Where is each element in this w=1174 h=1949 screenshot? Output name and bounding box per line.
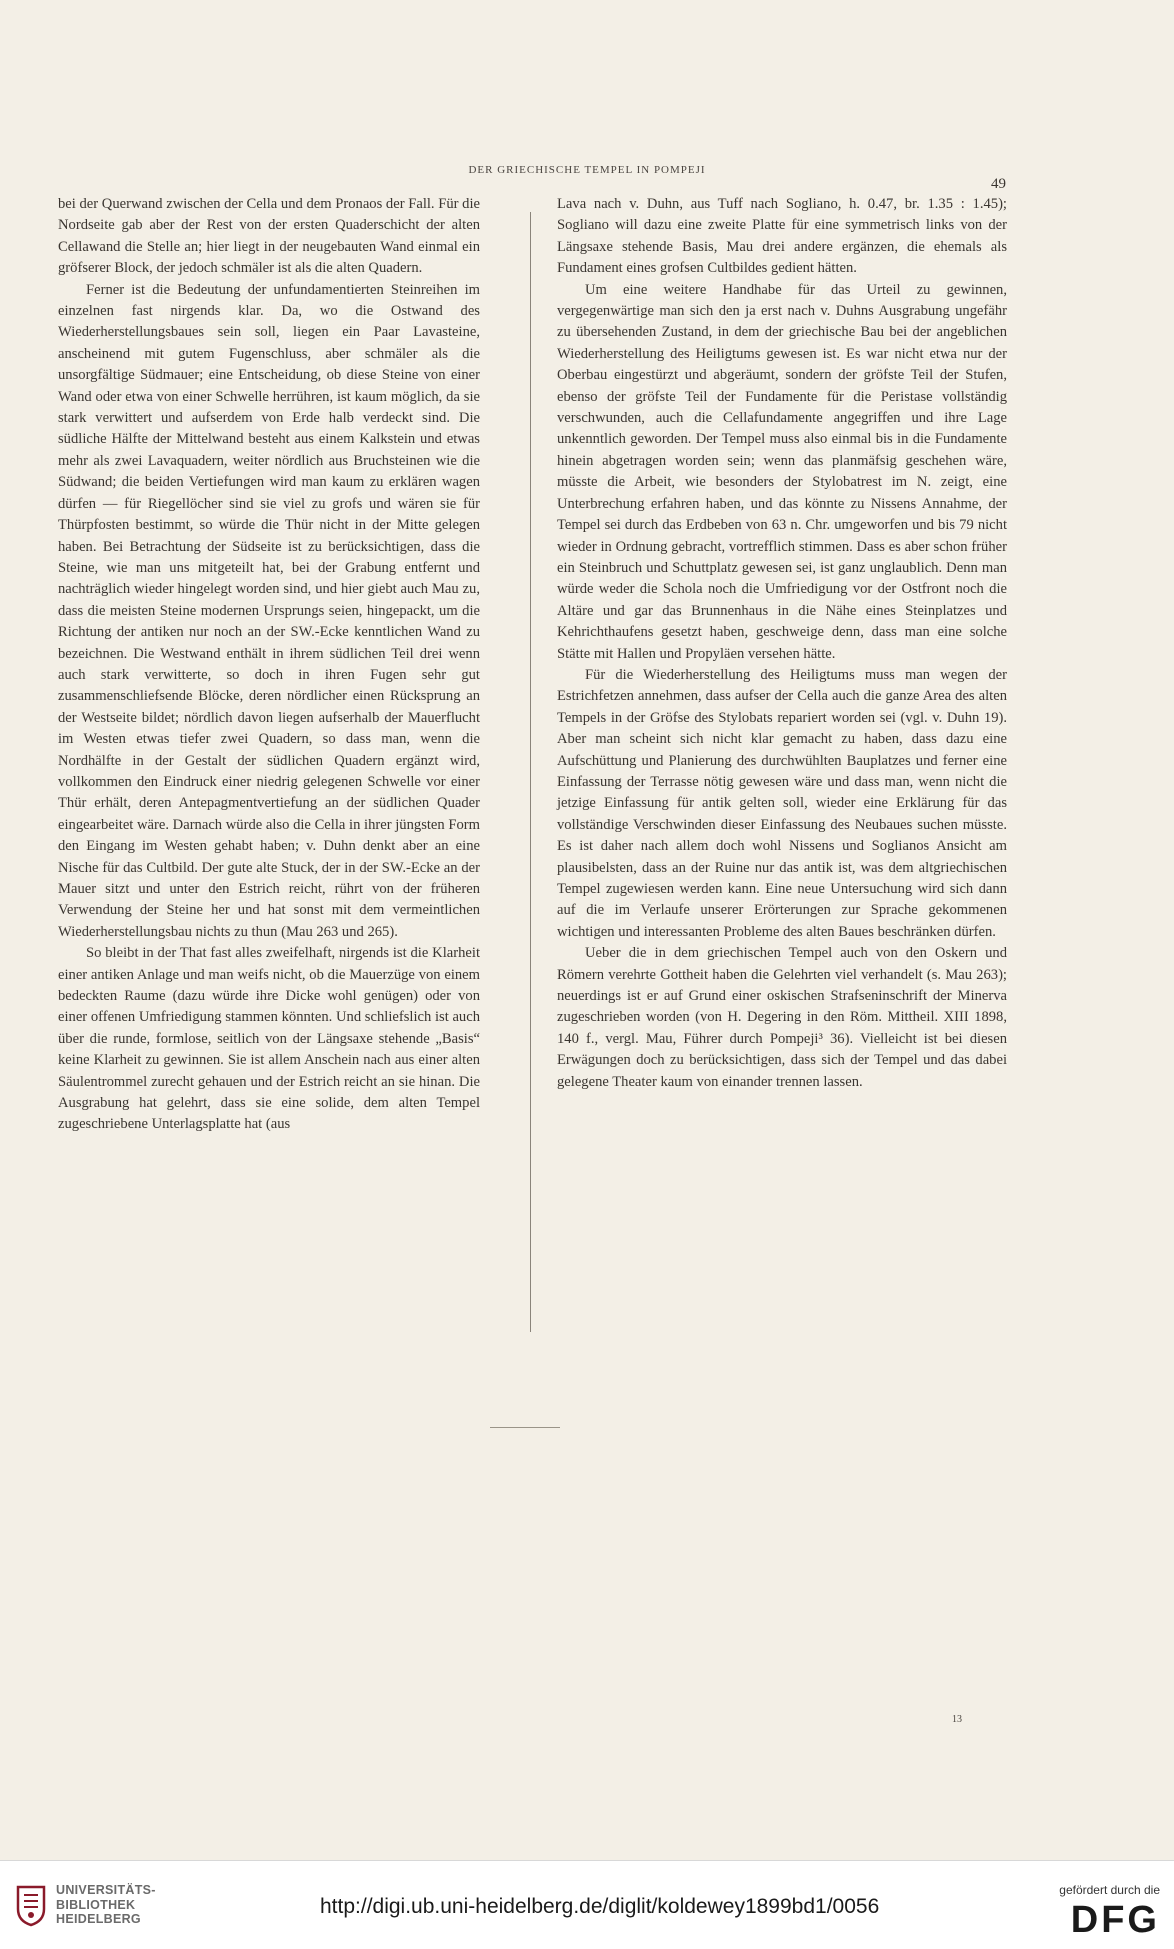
running-title: DER GRIECHISCHE TEMPEL IN POMPEJI (468, 164, 706, 176)
right-paragraph: Lava nach v. Duhn, aus Tuff nach Sogliano, h. 0.47, br. 1.35 : 1.45); Sogliano will dazu eine zweite Platte für eine symmetrisch links von der Längsaxe stehende Basis, Mau drei andere ergänzen, die ehemals als Fundament eines grofsen Cultbildes gedient hätten. (557, 196, 1007, 277)
page-number: 49 (991, 176, 1006, 192)
left-paragraph: So bleibt in der That fast alles zweifelhaft, nirgends ist die Klarheit einer antiken Anlage und man weifs nicht, ob die Mauerzüge von einem bedeckten Raume (dazu würde ihre Dicke wohl genügen) oder von einer offenen Umfriedigung stammen könnten. Und schliefslich ist auch über die runde, formlose, seitlich von der Längsaxe stehende „Basis“ keine Klarheit zu gewinnen. Sie ist allem Anschein nach aus einer alten Säulentrommel zurecht gehauen und der Estrich reicht an sie hinan. Die Ausgrabung hat gelehrt, dass sie eine solide, dem alten Tempel zugeschriebene Unterlagsplatte hat (aus (58, 945, 480, 1133)
funded-by-label: gefördert durch die (1059, 1883, 1160, 1897)
right-paragraph: Ueber die in dem griechischen Tempel auch von den Oskern und Römern verehrte Gottheit haben die Gelehrten viel verhandelt (s. Mau 263); neuerdings ist er auf Grund einer oskischen Strafseninschrift der Minerva zugeschrieben worden (von H. Degering in den Röm. Mittheil. XIII 1898, 140 f., vergl. Mau, Führer durch Pompeji³ 36). Vielleicht ist bei diesen Erwägungen doch zu berücksichtigen, dass sich der Tempel und das dabei gelegene Theater kaum von einander trennen lassen. (557, 945, 1007, 1090)
permalink-url[interactable]: http://digi.ub.uni-heidelberg.de/diglit/koldewey1899bd1/0056 (320, 1895, 880, 1918)
column-divider (530, 212, 531, 1332)
funding-credit (1010, 1883, 1160, 1939)
library-name-line: HEIDELBERG (56, 1912, 141, 1926)
library-logo-icon[interactable] (14, 1883, 48, 1927)
left-paragraph: Ferner ist die Bedeutung der unfundamentierten Steinreihen im einzelnen fast nirgends klar. Da, wo die Ostwand des Wiederherstellungsbaues sein soll, liegen ein Paar Lavasteine, anscheinend mit gutem Fugenschluss, aber schmäler als die unsorgfältige Südmauer; eine Entscheidung, ob diese Steine von einer Wand oder etwa von einer Schwelle herrühren, ist kaum möglich, da sie stark verwittert und aufserdem von Erde halb verdeckt sind. Die südliche Hälfte der Mittelwand besteht aus einem Kalkstein und etwas mehr als zwei Lavaquadern, weiter nördlich aus Bruchsteinen wie die Südwand; die beiden Vertiefungen wird man kaum zu erklären wagen dürfen — für Riegellöcher sind sie viel zu grofs und wären sie für Thürpfosten bestimmt, so würde die Thür nicht in der Mitte gelegen haben. Bei Betrachtung der Südseite ist zu berücksichtigen, dass die Steine, wie man uns mitgeteilt hat, bei der Grabung entfernt und nachträglich wieder hingelegt worden sind, und hier giebt auch Mau zu, dass die meisten Steine modernen Ursprungs seien, hingepackt, um die Richtung der antiken nur noch an der SW.-Ecke kenntlichen Wand zu bezeichnen. Die Westwand enthält in ihrem südlichen Teil drei wenn auch stark verwitterte, so doch in ihren Fugen sehr gut zusammenschliefsende Blöcke, deren nördlicher einen Rücksprung an der Westseite bildet; nördlich davon liegen aufserhalb der Mauerflucht im Westen etwas tiefer zwei Quadern, so dass man, wenn die Nordhälfte in der Gestalt der südlichen Quadern ergänzt wird, vollkommen den Eindruck einer niedrig gelegenen Schwelle vor einer Thür erhält, deren Antepagmentvertiefung an der südlichen Quader eingearbeitet wäre. Darnach würde also die Cella in ihrer jüngsten Form den Eingang im Westen gehabt haben; v. Duhn denkt aber an eine Nische für das Cultbild. Der gute alte Stuck, der in der SW.-Ecke an der Mauer sitzt und unter den Estrich reicht, rührt von der früheren Verwendung der Steine her und hat sonst mit dem vermeintlichen Wiederherstellungsbau nichts zu thun (Mau 263 und 265). (58, 281, 480, 940)
right-column (557, 194, 1007, 1093)
right-paragraph: Um eine weitere Handhabe für das Urteil zu gewinnen, vergegenwärtige man sich den ja erst nach v. Duhns Ausgrabung ungefähr zu übersehenden Zustand, in dem der griechische Bau bei der angeblichen Wiederherstellung des Heiligtums gewesen ist. Es war nicht etwa nur der Oberbau eingestürzt und abgeräumt, sondern der gröfste Teil der Stufen, ebenso der gröfste Teil der Fundamente für die Peristase vollständig verschwunden, auch die Cellafundamente angegriffen und ihre Lage unkenntlich geworden. Der Tempel muss also einmal bis in die Fundamente hinein abgetragen worden sein; wenn das planmäfsig geschehen wäre, müsste die Arbeit, wie besonders der Stylobatrest im N. zeigt, eine Unterbrechung erfahren haben, und das könnte zu Nissens Annahme, der Tempel sei durch das Erdbeben von 63 n. Chr. umgeworfen und bis 79 nicht wieder in Ordnung gebracht, vortrefflich stimmen. Dass es aber schon früher ein Steinbruch und Schuttplatz gewesen sei, ist ganz unglaublich. Denn man würde weder die Schola noch die Umfriedigung vor der Ostfront noch die Altäre und gar das Brunnenhaus in die Nähe eines Steinplatzes und Kehrichthaufens gesetzt haben, geschweige denn, dass man eine solche Stätte mit Hallen und Propyläen versehen hätte. (557, 281, 1007, 662)
library-name[interactable] (56, 1883, 156, 1927)
viewer-footer (0, 1860, 1174, 1949)
library-name-line: BIBLIOTHEK (56, 1897, 136, 1912)
left-column (58, 194, 480, 1136)
left-paragraph: bei der Querwand zwischen der Cella und dem Pronaos der Fall. Für die Nordseite gab aber der Rest von der ersten Quaderschicht der alten Cellawand die Stelle an; hier liegt in der neugebauten Wand einmal ein gröfserer Block, der jedoch schmäler ist als die alten Quadern. (58, 196, 480, 277)
right-paragraph: Für die Wiederherstellung des Heiligtums muss man wegen der Estrichfetzen annehmen, dass aufser der Cella auch die ganze Area des alten Tempels in der Gröfse des Stylobats repariert worden sei (vgl. v. Duhn 19). Aber man scheint sich nicht klar gemacht zu haben, dass dazu eine Aufschüttung und Planierung des durchwühlten Bauplatzes und ferner eine Einfassung der Terrasse nötig gewesen wäre und dass man, wenn nicht die jetzige Einfassung für antik gelten soll, wieder eine Erklärung für das vollständige Verschwinden dieser Einfassung des Neubaues suchen müsste. Es ist daher nach allem doch wohl Nissens und Soglianos Ansicht am plausibelsten, dass an der Ruine nur das antik ist, was dem altgriechischen Tempel zugewiesen werden kann. Eine neue Untersuchung wird sich dann auf die im Verlaufe unserer Erörterungen zur Sprache gekommenen wichtigen und interessanten Probleme des alten Baues beschränken dürfen. (557, 666, 1007, 940)
printer-signature-mark: 13 (952, 1714, 962, 1725)
dfg-logo[interactable]: DFG (1070, 1899, 1160, 1941)
section-end-rule (490, 1427, 560, 1428)
library-name-line: UNIVERSITÄTS- (56, 1883, 156, 1897)
